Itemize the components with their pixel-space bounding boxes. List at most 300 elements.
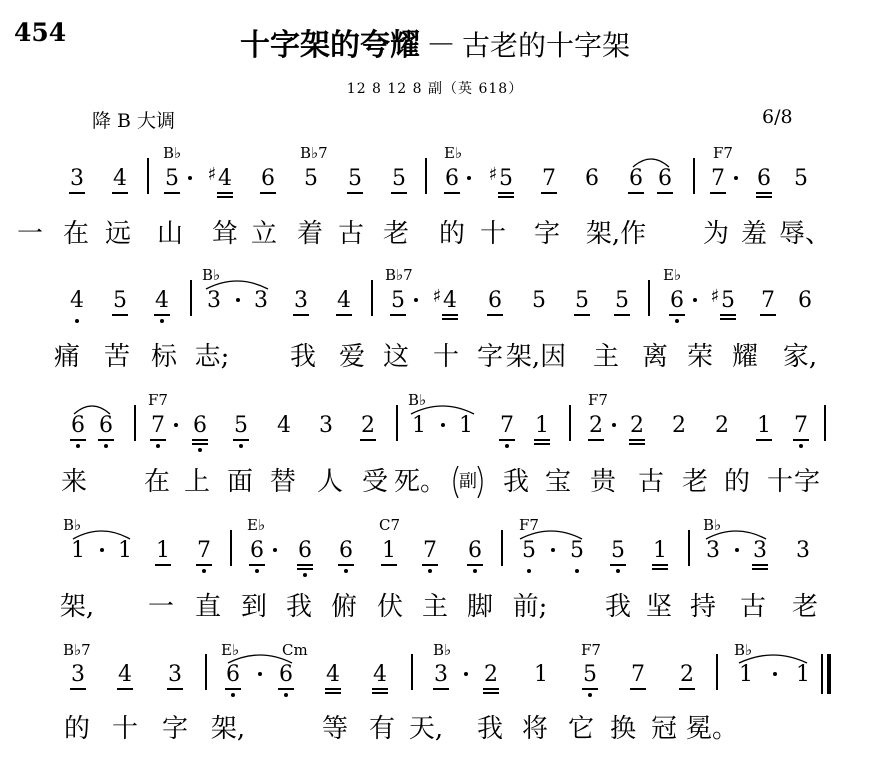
- lyric-syllable: 耀: [731, 342, 759, 372]
- underline: [614, 314, 630, 316]
- underline: [483, 692, 499, 694]
- tie-slur: [73, 401, 111, 415]
- augmentation-dot: [551, 548, 555, 552]
- lyric-syllable: 主: [592, 342, 620, 372]
- lyric-syllable: 字: [533, 219, 561, 249]
- octave-dot-below: [239, 444, 243, 448]
- note-digit: 5: [615, 288, 629, 313]
- note-digit: 7: [151, 413, 165, 438]
- octave-dot-below: [799, 444, 803, 448]
- lyric-syllable: 苦: [103, 342, 131, 372]
- chord-symbol: E♭: [221, 641, 240, 659]
- lyric-syllable: 爱: [338, 342, 366, 372]
- note-digit: 6: [488, 288, 502, 313]
- tie-slur: [738, 650, 808, 664]
- octave-dot-below: [575, 569, 579, 573]
- underline: [628, 192, 644, 194]
- underline: [483, 688, 499, 690]
- lyric-syllable: 我: [502, 467, 530, 497]
- lyric-syllable: 换: [609, 714, 637, 744]
- note-digit: 4: [218, 166, 232, 191]
- augmentation-dot: [612, 423, 616, 427]
- note-digit: 5: [583, 662, 597, 687]
- note-digit: 7: [761, 288, 775, 313]
- underline: [112, 314, 128, 316]
- chord-symbol: F7: [713, 144, 733, 162]
- lyric-syllable: 到: [240, 592, 268, 622]
- lyric-syllable: 伏: [376, 592, 404, 622]
- underline: [752, 568, 768, 570]
- note-digit: 1: [118, 538, 132, 563]
- underline: [70, 439, 86, 441]
- note-digit: 5: [391, 288, 405, 313]
- chord-symbol: B♭: [703, 516, 722, 534]
- underline: [756, 192, 772, 194]
- note-digit: 6: [99, 413, 113, 438]
- lyric-syllable: 人: [316, 467, 344, 497]
- underline: [669, 314, 685, 316]
- underline: [391, 192, 407, 194]
- underline: [652, 568, 668, 570]
- lyric-syllable: 脚: [466, 592, 494, 622]
- underline: [582, 688, 598, 690]
- note-digit: 6: [585, 166, 599, 191]
- lyric-syllable: 着: [296, 219, 324, 249]
- lyric-syllable: 架,: [210, 714, 246, 744]
- underline: [442, 314, 458, 316]
- underline: [278, 688, 294, 690]
- note-digit: 5: [165, 166, 179, 191]
- lyric-syllable: 这: [382, 342, 410, 372]
- chord-symbol: F7: [588, 391, 608, 409]
- underline: [249, 564, 265, 566]
- lyric-syllable: 在: [62, 219, 90, 249]
- underline: [260, 192, 276, 194]
- lyric-syllable: 有: [368, 714, 396, 744]
- underline: [498, 196, 514, 198]
- note-digit: 1: [156, 538, 170, 563]
- note-digit: 3: [254, 288, 268, 313]
- underline: [657, 192, 673, 194]
- underline: [720, 318, 736, 320]
- note-digit: 3: [70, 166, 84, 191]
- octave-dot-below: [76, 444, 80, 448]
- augmentation-dot: [414, 298, 418, 302]
- lyric-syllable: 坚: [645, 592, 673, 622]
- note-digit: 3: [434, 662, 448, 687]
- note-digit: 4: [113, 166, 127, 191]
- note-digit: 6: [71, 413, 85, 438]
- lyric-syllable: 远: [104, 219, 132, 249]
- note-digit: 6: [658, 166, 672, 191]
- underline: [297, 564, 313, 566]
- lyric-syllable: 一: [16, 219, 44, 249]
- lyric-syllable: 痛: [53, 342, 81, 372]
- underline: [150, 439, 166, 441]
- note-digit: 6: [798, 288, 812, 313]
- chord-symbol: E♭: [663, 266, 682, 284]
- note-digit: 6: [193, 413, 207, 438]
- note-digit: 2: [680, 662, 694, 687]
- lyric-syllable: 我: [604, 592, 632, 622]
- barline: [134, 405, 136, 441]
- augmentation-dot: [174, 423, 178, 427]
- underline: [793, 439, 809, 441]
- note-digit: 5: [570, 538, 584, 563]
- lyric-syllable: 架,: [59, 592, 95, 622]
- note-digit: 6: [670, 288, 684, 313]
- note-digit: 1: [757, 413, 771, 438]
- underline: [390, 314, 406, 316]
- underline: [225, 688, 241, 690]
- lyric-syllable: 羞: [740, 219, 768, 249]
- underline: [372, 688, 388, 690]
- lyric-syllable: 古: [337, 219, 365, 249]
- octave-dot-below: [527, 569, 531, 573]
- barline: [501, 530, 503, 566]
- underline: [325, 692, 341, 694]
- barline: [205, 654, 207, 690]
- lyric-syllable: 志;: [194, 342, 230, 372]
- lyric-syllable: 俯: [330, 592, 358, 622]
- note-digit: 3: [294, 288, 308, 313]
- underline: [192, 443, 208, 445]
- lyric-syllable: 贵: [589, 467, 617, 497]
- note-digit: 2: [715, 413, 729, 438]
- underline: [422, 564, 438, 566]
- note-digit: 5: [304, 166, 318, 191]
- underline: [588, 439, 604, 441]
- note-digit: 2: [484, 662, 498, 687]
- octave-dot-below: [473, 569, 477, 573]
- underline: [297, 568, 313, 570]
- note-digit: 7: [794, 413, 808, 438]
- augmentation-dot: [735, 548, 739, 552]
- note-digit: 3: [207, 288, 221, 313]
- lyric-syllable: 辱、: [778, 219, 832, 249]
- note-digit: 1: [739, 662, 753, 687]
- tie-slur: [632, 154, 670, 168]
- chord-symbol: B♭: [163, 144, 182, 162]
- title-subtitle: 古老的十字架: [461, 29, 630, 62]
- lyric-syllable: 一: [147, 592, 175, 622]
- note-digit: 6: [298, 538, 312, 563]
- lyric-syllable: 耸: [211, 219, 239, 249]
- lyric-syllable: 上: [183, 467, 211, 497]
- note-digit: 5: [721, 288, 735, 313]
- chord-symbol: Cm: [282, 641, 308, 659]
- note-digit: 2: [361, 413, 375, 438]
- underline: [164, 192, 180, 194]
- octave-dot-below: [255, 569, 259, 573]
- note-digit: 5: [532, 288, 546, 313]
- underline: [679, 688, 695, 690]
- lyric-syllable: 老: [791, 592, 819, 622]
- augmentation-dot: [734, 176, 738, 180]
- note-digit: 6: [339, 538, 353, 563]
- lyric-syllable: 架,作: [585, 219, 647, 249]
- note-digit: 5: [348, 166, 362, 191]
- octave-dot-below: [284, 693, 288, 697]
- lyric-syllable: 离: [641, 342, 669, 372]
- underline: [217, 192, 233, 194]
- lyric-syllable: 老: [681, 467, 709, 497]
- octave-dot-below: [505, 444, 509, 448]
- note-digit: 6: [757, 166, 771, 191]
- note-digit: 6: [226, 662, 240, 687]
- lyric-syllable: 十: [111, 714, 139, 744]
- tie-slur: [72, 526, 131, 540]
- underline: [433, 688, 449, 690]
- final-barline-thick: [827, 654, 831, 694]
- note-digit: 2: [589, 413, 603, 438]
- underline: [233, 439, 249, 441]
- underline: [629, 439, 645, 441]
- chord-symbol: F7: [519, 516, 539, 534]
- refrain-marker: 副: [459, 471, 477, 492]
- lyric-syllable: 标: [150, 342, 178, 372]
- lyric-syllable: 立: [250, 219, 278, 249]
- underline: [499, 439, 515, 441]
- underline: [360, 439, 376, 441]
- octave-dot-below: [156, 444, 160, 448]
- chord-symbol: B♭7: [63, 641, 91, 659]
- note-digit: 6: [468, 538, 482, 563]
- note-digit: 4: [70, 288, 84, 313]
- note-digit: 6: [445, 166, 459, 191]
- underline: [442, 318, 458, 320]
- augmentation-dot: [188, 176, 192, 180]
- note-digit: 4: [277, 413, 291, 438]
- time-signature: 6/8: [762, 106, 793, 128]
- meter-line: 12 8 12 8 副（英 618）: [346, 81, 524, 97]
- note-digit: 5: [794, 166, 808, 191]
- chord-symbol: B♭: [63, 516, 82, 534]
- note-digit: 5: [611, 538, 625, 563]
- lyric-syllable: 家,: [782, 342, 818, 372]
- underline: [610, 564, 626, 566]
- lyric-syllable: 冠: [650, 714, 678, 744]
- note-digit: 7: [197, 538, 211, 563]
- chord-symbol: E♭: [444, 144, 463, 162]
- note-digit: 3: [319, 413, 333, 438]
- barline: [569, 405, 571, 441]
- lyric-syllable: 架,因: [505, 342, 567, 372]
- augmentation-dot: [464, 672, 468, 676]
- barline: [648, 280, 650, 316]
- note-digit: 6: [279, 662, 293, 687]
- tie-slur: [410, 401, 475, 415]
- note-digit: 7: [542, 166, 556, 191]
- barline: [693, 158, 695, 194]
- note-digit: 1: [459, 413, 473, 438]
- barline: [425, 158, 427, 194]
- underline: [630, 688, 646, 690]
- chord-symbol: B♭: [202, 266, 221, 284]
- underline: [720, 314, 736, 316]
- barline: [147, 158, 149, 194]
- lyric-syllable: 前;: [512, 592, 548, 622]
- sharp-sign: ♯: [207, 164, 217, 185]
- lyric-syllable: 面: [226, 467, 254, 497]
- note-digit: 7: [631, 662, 645, 687]
- tie-slur: [519, 526, 583, 540]
- note-digit: 5: [234, 413, 248, 438]
- octave-dot-below: [344, 569, 348, 573]
- lyric-syllable: 十: [479, 219, 507, 249]
- note-digit: 5: [499, 166, 513, 191]
- lyric-syllable: 我: [285, 592, 313, 622]
- augmentation-dot: [100, 548, 104, 552]
- note-digit: 5: [522, 538, 536, 563]
- lyric-syllable: 的: [723, 467, 751, 497]
- barline: [824, 405, 826, 441]
- note-digit: 1: [796, 662, 810, 687]
- lyric-syllable: 主: [421, 592, 449, 622]
- note-digit: 4: [326, 662, 340, 687]
- lyric-syllable: 的: [63, 714, 91, 744]
- barline: [411, 654, 413, 690]
- underline: [117, 688, 133, 690]
- underline: [381, 564, 397, 566]
- note-digit: 6: [629, 166, 643, 191]
- note-digit: 4: [337, 288, 351, 313]
- underline: [372, 692, 388, 694]
- note-digit: 1: [653, 538, 667, 563]
- underline: [336, 314, 352, 316]
- lyric-syllable: 古: [637, 467, 665, 497]
- augmentation-dot: [258, 672, 262, 676]
- underline: [760, 314, 776, 316]
- chord-symbol: F7: [581, 641, 601, 659]
- octave-dot-below: [198, 448, 202, 452]
- lyric-syllable: 十: [432, 342, 460, 372]
- tie-slur: [705, 526, 767, 540]
- underline: [534, 443, 550, 445]
- lyric-syllable: 替: [269, 467, 297, 497]
- note-digit: 5: [113, 288, 127, 313]
- underline: [487, 314, 503, 316]
- key-signature: 降 B 大调: [92, 110, 176, 132]
- note-digit: 3: [753, 538, 767, 563]
- octave-dot-below: [428, 569, 432, 573]
- augmentation-dot: [441, 423, 445, 427]
- underline: [69, 192, 85, 194]
- note-digit: 4: [118, 662, 132, 687]
- underline: [70, 688, 86, 690]
- octave-dot-below: [616, 569, 620, 573]
- underline: [217, 196, 233, 198]
- underline: [756, 439, 772, 441]
- chord-symbol: F7: [148, 391, 168, 409]
- octave-dot-below: [588, 693, 592, 697]
- underline: [154, 314, 170, 316]
- lyric-syllable: 老: [382, 219, 410, 249]
- note-digit: 1: [412, 413, 426, 438]
- lyric-syllable: 直: [194, 592, 222, 622]
- lyric-syllable: 在: [143, 467, 171, 497]
- barline: [716, 654, 718, 690]
- note-digit: 5: [575, 288, 589, 313]
- note-digit: 2: [630, 413, 644, 438]
- sharp-sign: ♯: [488, 164, 498, 185]
- lyric-syllable: 来: [60, 467, 88, 497]
- note-digit: 1: [535, 413, 549, 438]
- sharp-sign: ♯: [710, 286, 720, 307]
- octave-dot-below: [231, 693, 235, 697]
- octave-dot-below: [75, 319, 79, 323]
- final-barline-thin: [821, 654, 823, 694]
- underline: [338, 564, 354, 566]
- note-digit: 5: [392, 166, 406, 191]
- title-separator: －: [425, 28, 456, 63]
- tie-slur: [227, 650, 293, 664]
- refrain-bracket: [448, 462, 488, 502]
- lyric-syllable: 字: [793, 467, 821, 497]
- tie-slur: [205, 276, 269, 290]
- octave-dot-below: [303, 573, 307, 577]
- underline: [196, 564, 212, 566]
- note-digit: 4: [155, 288, 169, 313]
- lyric-syllable: 持: [689, 592, 717, 622]
- underline: [574, 314, 590, 316]
- lyric-syllable: 十: [766, 467, 794, 497]
- lyric-syllable: 将: [521, 714, 549, 744]
- underline: [444, 192, 460, 194]
- barline: [230, 530, 232, 566]
- octave-dot-below: [675, 319, 679, 323]
- underline: [347, 192, 363, 194]
- underline: [325, 688, 341, 690]
- augmentation-dot: [467, 176, 471, 180]
- underline: [192, 439, 208, 441]
- underline: [541, 192, 557, 194]
- lyric-syllable: 为: [702, 219, 730, 249]
- note-digit: 7: [500, 413, 514, 438]
- underline: [155, 564, 171, 566]
- octave-dot-below: [160, 319, 164, 323]
- augmentation-dot: [273, 548, 277, 552]
- underline: [498, 192, 514, 194]
- lyric-syllable: 我: [476, 714, 504, 744]
- augmentation-dot: [693, 298, 697, 302]
- chord-symbol: B♭7: [385, 266, 413, 284]
- underline: [652, 564, 668, 566]
- note-digit: 3: [706, 538, 720, 563]
- lyric-syllable: 的: [438, 219, 466, 249]
- barline: [396, 405, 398, 441]
- augmentation-dot: [236, 298, 240, 302]
- chord-symbol: B♭: [408, 391, 427, 409]
- barline: [371, 280, 373, 316]
- lyric-syllable: 宝: [544, 467, 572, 497]
- lyric-syllable: 字: [476, 342, 504, 372]
- underline: [752, 564, 768, 566]
- barline: [190, 280, 192, 316]
- lyric-syllable: 我: [289, 342, 317, 372]
- octave-dot-below: [202, 569, 206, 573]
- note-digit: 3: [796, 538, 810, 563]
- note-digit: 4: [443, 288, 457, 313]
- sharp-sign: ♯: [432, 286, 442, 307]
- augmentation-dot: [773, 672, 777, 676]
- underline: [98, 439, 114, 441]
- note-digit: 1: [71, 538, 85, 563]
- page-title: [0, 20, 870, 64]
- chord-symbol: B♭: [433, 641, 452, 659]
- lyric-syllable: 古: [739, 592, 767, 622]
- title-main: 十字架的夸耀: [239, 28, 420, 63]
